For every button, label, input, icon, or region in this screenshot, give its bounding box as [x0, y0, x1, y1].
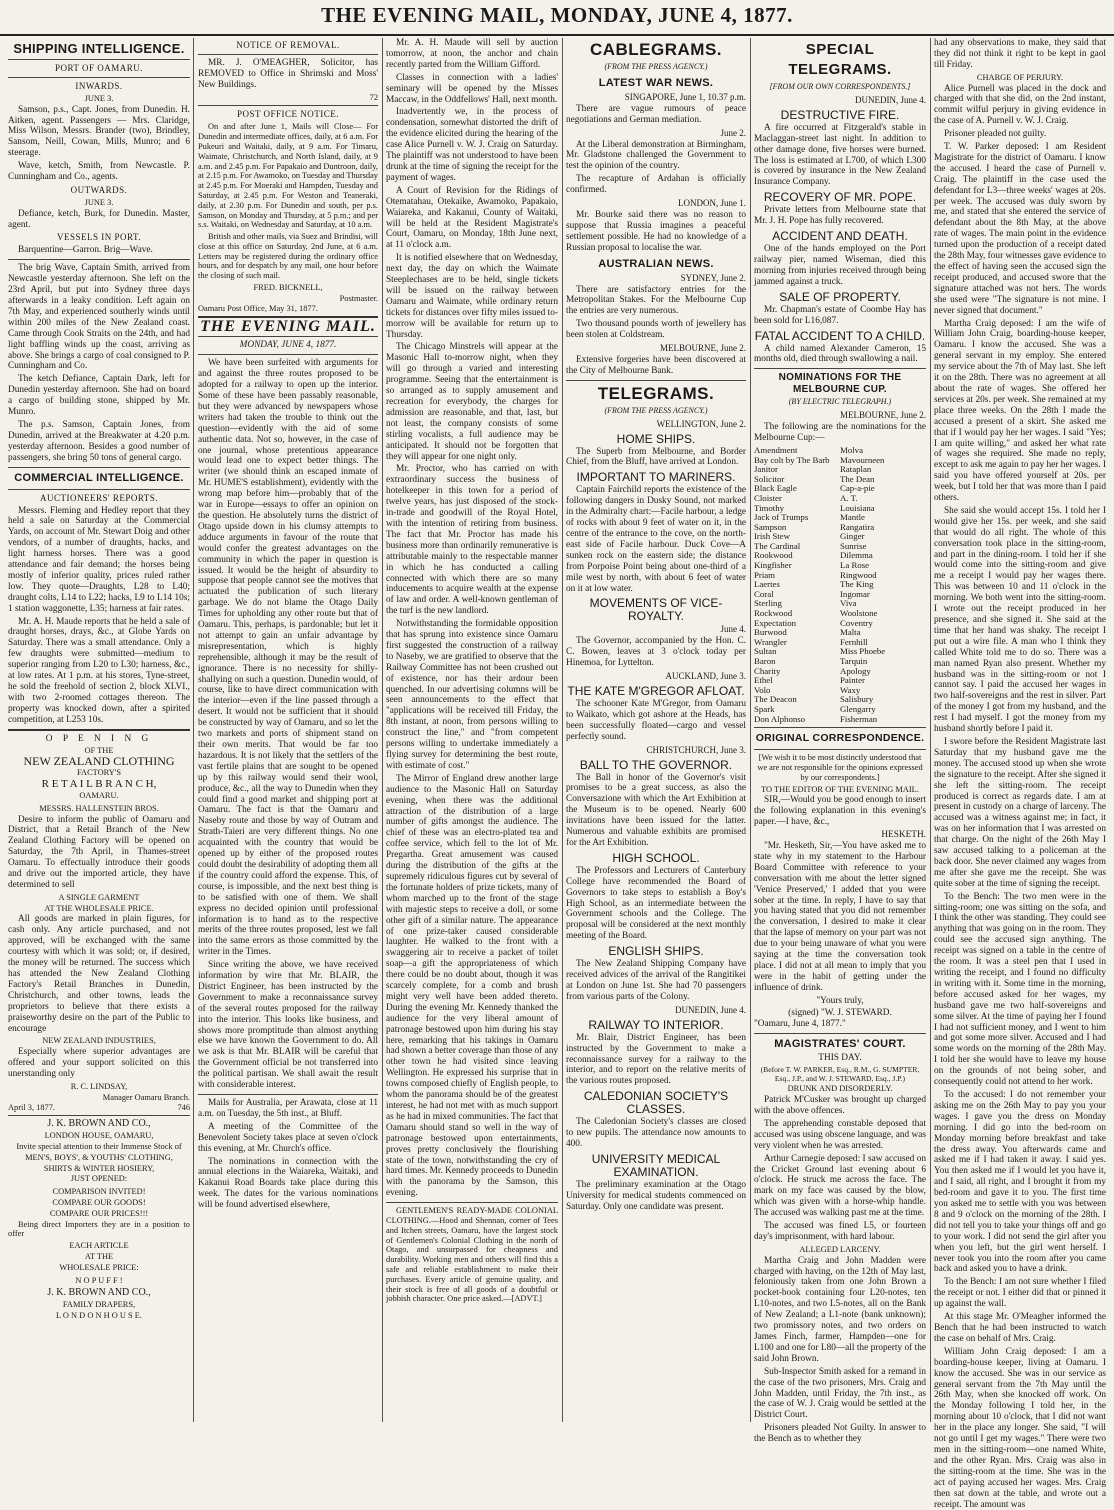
article-paragraph: A fire occurred at Fitzgerald's stable in Maclaggan-street last night. In addition to other damage done, five horses were burned. The loss is estimated at L700, of which L300 is covered by insurance in the New Zealand Insurance Company.	[754, 122, 926, 188]
article-paragraph: Mr. Proctor, who has carried on with extraordinary success the business of hotelkeeper in this town for a period of twelve years, has just disposed of the stock-in-trade and goodwill of the Royal Hotel, with the intention of retiring from business. The fact that Mr. Proctor has made his business more than ordinarily remunerative is attributable mainly to the respectable manner in which he has conducted a calling connected with which there are so many inducements to acquire wealth at the expense of law and order. A well-known gentleman of the turf is the new landlord.	[386, 464, 558, 617]
letter-paragraph: "Mr. Hesketh, Sir,—You have asked me to state why in my statement to the Harbour Board Committee with reference to your conversation with me about the letter signed 'Venice Preserved,' I added that you were sober at the time. In reply, I have to say that you having stated that you did not remember the conversation, I desired to make it clear that the lapse of memory on your part was not due to your being unaware of what you were saying at the time the conversation took place. I did not at all mean to imply that you were in the habit of getting under the influence of drink.	[754, 840, 926, 993]
this-day: THIS DAY.	[818, 1053, 862, 1064]
column-3	[386, 38, 558, 1422]
ad-opening: O P E N I N G	[45, 733, 153, 744]
editorial-paragraph: We have been surfeited with arguments for and against the three routes proposed to be adopted for a railway to open up the interior. Some of these have been passably reasonable, but they were advanced by newspapers whose writers had taken the trouble to think out the question—evidently with the aid of some authentic data. Not so, however, in the case of one journal, whose pretentious appearance would lead one to expect better things. The writer (we should think an escaped inmate of Mr. HUME'S establishment), evidently with the wrong map before him—probably that of the war in Europe—essays to offer an opinion on the question. He absolutely turns the district of Otago upside down in his clumsy attempts to adduce arguments in favour of the route that would confer the greatest advantages on the community in which the paper in question is issued. It would be the height of absurdity to suppose that people cannot see the motives that actuated the publication of such literary garbage. We do not blame the Otago Daily Times for upholding any other route but that of Oamaru. This, perhaps, is pardonable; but let it not attempt to gain an unfair advantage by misrepresentation, which is highly reprehensible, although it may be the result of ignorance. There is no necessity for shilly-shallying on such a question. Dunedin would, of course, like to have direct communication with the interior—even if the line passed through a desert. It would not be sufficient that it should be constructed by way of Oamaru, and so let the two markets and ports of shipment stand on their own merits. That would be far too hazardous. It is not likely that the settlers of the vast fertile plains that are sought to be opened up by this railway would send their wool, produce, &c., all the way to Dunedin when they could find a good market and shipping port at Oamaru. The fact is that the Oamaru and Naseby route and those by way of Outram and Strath-Taieri are very different things. No one acquainted with the country that would be opened up by either of the proposed routes could doubt the desirability of adopting them all if the country could afford the expense. This, of course, is impossible, and the next best thing is to be satisfied with one of them. We shall express no decided opinion until professional information is to hand as to the respective merits of the three routes proposed, lest we fall into the same errors as those committed by the writer in the Times.	[198, 358, 378, 958]
ad-footer	[8, 1103, 190, 1113]
article-paragraph: Messrs. Fleming and Hedley report that they held a sale on Saturday at the Commercial Yards, on account of Mr. Stewart Doig and other vendors, of a number of draughts, hacks, and light harness horses. There was a good attendance and fair demand; the horses being mostly of inferior quality, prices ruled rather low. They quote—Draughts, L28 to L40; draught colts, L14 to L22; hacks, L9 to L14 10s; 1 station waggonette, L35; harness at fair rates.	[8, 505, 190, 614]
nominations-heading: NOMINATIONS FOR THE MELBOURNE CUP.	[778, 372, 902, 396]
to-editor: TO THE EDITOR OF THE EVENING MAIL.	[761, 784, 919, 794]
masthead: THE EVENING MAIL, MONDAY, JUNE 4, 1877.	[0, 0, 1114, 36]
nomination-entry: Ginger	[840, 531, 865, 542]
ad-text: N O P U F F !	[75, 1275, 123, 1285]
nomination-entry: Sterling	[754, 598, 782, 609]
nomination-entry: Rookwood	[754, 550, 793, 561]
railway-heading: RAILWAY TO INTERIOR.	[588, 1017, 724, 1032]
nomination-entry: Janitor	[754, 464, 778, 475]
nomination-entry: Irish Stew	[754, 531, 790, 542]
nomination-entry: The Dean	[840, 473, 875, 484]
removal-heading: NOTICE OF REMOVAL.	[236, 40, 340, 50]
editorial-paragraph: Since writing the above, we have received information by wire that Mr. BLAIR, the District Engineer, has been instructed by the Government to make a reconnaissance survey of the several routes proposed for the railway into the interior. This looks like business, and shows more promptitude than almost anything else we have known the Government to do. All we ask is that Mr. BLAIR will be careful that the Government official be not transferred into the political partisan. We shall await the result with considerable interest.	[198, 960, 378, 1091]
ad-text: COMPARE OUR GOODS!	[52, 1198, 146, 1208]
nomination-entry: Timothy	[754, 502, 784, 513]
paper-title: THE EVENING MAIL.	[200, 318, 376, 336]
article-paragraph: The Professors and Lecturers of Canterbury College have recommended the Board of Governors to take steps to establish a Boy's High School, as an intermediate between the Government schools and the College. The proposal will be considered at the next monthly meeting of the Board.	[566, 865, 746, 942]
column-rule	[382, 38, 383, 1422]
article-paragraph: The recapture of Ardahan is officially confirmed.	[566, 174, 746, 196]
article-paragraph: At the Liberal demonstration at Birmingham, Mr. Gladstone challenged the Government to test the opinion of the country.	[566, 139, 746, 172]
nominations-left	[754, 446, 840, 724]
signature: FRED. BICKNELL,	[253, 283, 323, 293]
ad-text: FACTORY'S	[76, 768, 122, 778]
article-paragraph: The ketch Defiance, Captain Dark, left for Dunedin yesterday afternoon. She had on board a cargo of building stone, shipped by Mr. Munro.	[8, 374, 190, 418]
subheading: [FROM OUR OWN CORRESPONDENTS.]	[769, 82, 911, 91]
column-1	[8, 38, 190, 1422]
vice-royalty-heading: MOVEMENTS OF VICE-ROYALTY.	[589, 596, 723, 624]
dateline: WELLINGTON, June 2.	[656, 418, 746, 429]
article-paragraph: At this stage Mr. O'Meagher informed the Bench that he had been instructed to watch the case on behalf of Mrs. Craig.	[934, 1312, 1106, 1344]
nomination-entry: Jack of Trumps	[754, 512, 809, 523]
property-heading: SALE OF PROPERTY.	[779, 289, 901, 304]
nomination-entry: Mavourneen	[840, 454, 885, 465]
case-heading: DRUNK AND DISORDERLY.	[787, 1084, 893, 1094]
article-paragraph: A Court of Revision for the Ridings of Otematahau, Otekaike, Awamoko, Papakaio, Waiareka, and Kakanui, County of Waitaki, will be held at the Resident Magistrate's Court, Oamaru, on Monday, 18th June next, at 11 o'clock a.m.	[386, 185, 558, 251]
article-paragraph: Mr. A. H. Maude reports that he held a sale of draught horses, drays, &c., at Globe Yards on Saturday. There was a small attendance. Only a few draughts were submitted—medium to superior ranging from L20 to L30; harness, &c., at low rates. At 1 p.m. at his stores, Tyne-street, he sold the freehold of section 2, block XLVI., with two 2-roomed cottages thereon. The property was knocked down, after a spirited competition, at L253 10s.	[8, 616, 190, 725]
nomination-entry: Louisiana	[840, 502, 875, 513]
cablegrams-heading: CABLEGRAMS.	[589, 40, 723, 59]
article-paragraph: The New Zealand Shipping Company have received advices of the arrival of the Rangitikei at London on June 1st. She had 70 passengers from various parts of the Colony.	[566, 959, 746, 1002]
dateline: June 4.	[720, 624, 746, 635]
case-heading: ALLEGED LARCENY.	[799, 1244, 881, 1254]
nomination-entry: Dilemma	[840, 550, 873, 561]
dateline: AUCKLAND, June 3.	[665, 671, 746, 682]
ad-text: FAMILY DRAPERS,	[62, 1300, 136, 1310]
port-heading: PORT OF OAMARU.	[54, 63, 144, 73]
magistrates-heading: MAGISTRATES' COURT.	[774, 1038, 906, 1051]
nomination-entry: Mantle	[840, 512, 865, 523]
removal-text: MR. J. O'MEAGHER, Solicitor, has REMOVED to Office in Shrimski and Moss' New Buildings.	[198, 57, 378, 90]
nomination-entry: Malta	[840, 627, 861, 638]
nomination-entry: Don Alphonso	[754, 713, 806, 724]
nomination-entry: Painter	[840, 675, 865, 686]
nomination-entry: Sunrise	[840, 540, 867, 551]
ad-paragraph: Desire to inform the public of Oamaru and District, that a Retail Branch of the New Zealand Clothing Factory will be opened on Saturday, the 7th April, in Thames-street Oamaru. To effectually introduce their goods and drive out the imported article, they have determined to sell	[8, 814, 190, 890]
column-rule	[930, 38, 931, 1422]
ad-paragraph: Especially where superior advantages are offered and your support solicited on this unerstanding only	[8, 1047, 190, 1080]
fire-heading: DESTRUCTIVE FIRE.	[780, 107, 900, 122]
ad-signature: R. C. LINDSAY,	[70, 1081, 128, 1091]
article-paragraph: Prisoner pleaded not guilty.	[944, 129, 1047, 140]
article-paragraph: Defiance, ketch, Burk, for Dunedin. Master, agent.	[8, 208, 190, 230]
po-date: Oamaru Post Office, May 31, 1877.	[198, 303, 318, 313]
nomination-entry: Cloister	[754, 492, 782, 503]
ad-paragraph: All goods are marked in plain figures, for cash only. Any article purchased, and not approved, will be exchanged with the same courtesy with which it was sold; or, if desired, the money will be returned. The success which has attended the New Zealand Clothing Factory's Retail Branches in Dunedin, Christchurch, and other towns, leads the proprietors to believe that there exists a praiseworthy desire on the part of the Public to encourage	[8, 914, 190, 1034]
ad-hallenstein: MESSRS. HALLENSTEIN BROS.	[39, 803, 159, 813]
ad-wholesale: AT THE WHOLESALE PRICE.	[44, 903, 154, 913]
nomination-entry: Waxy	[840, 684, 861, 695]
article-paragraph: Mr. Bourke said there was no reason to suppose that Russia imagines a peaceful settlement possible. He had no knowledge of a Russian proposal to localise the war.	[566, 209, 746, 253]
article-paragraph: The Mirror of England drew another large audience to the Masonic Hall on Saturday evening, when there was the additional attraction of the distribution of a large number of gifts amongst the audience. The chief of these was an electro-plated tea and coffee service, which fell to the lot of Mr. Pregartha. Great amusement was caused during the distribution of the gifts at the supremely ridiculous figures cut by several of the fortunate holders of prize tickets, many of whom marched up to the front of the stage with majestic steps to receive a doll, or some other gift of a similar nature. The appearance of one prize-taker caused considerable laughter. He walked to the front with a swaggering air to receive a packet of toilet soap—a gift the appropriateness of which there could be no doubt about, though it was scarcely complete, for a comb and brush might very well have been added thereto. During the evening Mr. Kennedy thanked the audience for the very liberal amount of patronage bestowed upon him during his stay here, remarking that his takings in Oamaru had shown a better coverage than those of any other town he had visited since leaving Wellington. He expressed his surprise that in towns composed chiefly of English people, to whom the panorama should be of the greatest interest, he had not met with as much support as he had in mixed communities. The fact that Oamaru should stand so well in the way of patronage bestowed upon entertainments, proves pretty conclusively the flourishing state of the town, notwithstanding the cry of hard times. Mr. Kennedy proceeds to Dunedin with the panorama by the Samson, this evening.	[386, 773, 558, 1199]
article-paragraph: Notwithstanding the formidable opposition that has sprung into existence since Oamaru first suggested the construction of a railway to Naseby, we are gratified to observe that the Railway Committee has not been crushed out of existence, nor has their ardour been quenched. In our advertising columns will be seen announcements to the effect that "applications will be received till Friday, the 8th instant, at noon, from persons willing to construct the line," and "from competent persons willing to undertake immediately a flying survey for determining the best route, with estimate of cost."	[386, 619, 558, 771]
article-paragraph: To the accused: I do not remember your asking me on the 26th May to pay you your wages. I gave you the dress on Monday morning. I did go into the bed-room on Monday morning before breakfast and take the dress away. You afterwards came and asked me if I had taken it away. I said yes. You then asked me if I would let you have it, and I said, all right, and I brought it from my bed-room and gave it to you. The first time you asked me to settle with you was between 8 and 9 o'clock on the morning of the 28th. I did not tell you to take your things off and go to your work. I did not send the girl after you when you left, but the girl went herself. I never took you into the room after you came back and asked you to have a drink.	[934, 1089, 1106, 1275]
kate-heading: THE KATE M'GREGOR AFLOAT.	[567, 683, 745, 698]
article-paragraph: The Governor, accompanied by the Hon. C. C. Bowen, leaves at 3 o'clock today per Hinemoa, for Lyttelton.	[566, 636, 746, 669]
ad-text: WHOLESALE PRICE:	[59, 1262, 139, 1272]
article-paragraph: Mails for Australia, per Arawata, close at 11 a.m. on Tuesday, the 5th inst., at Bluff.	[198, 1098, 378, 1119]
article-paragraph: The brig Wave, Captain Smith, arrived from Newcastle yesterday afternoon. She left on the 23rd April, but put into Sydney three days afterwards in a leaky condition. Left again on 7th May, and experienced southerly winds until within 200 miles of the New Zealand coast. Came through Cook Straits on the 24th, and had light baffling winds up the coast, arriving as above. She brings a cargo of coal consigned to P. Cunningham and Co.	[8, 263, 190, 372]
special-telegrams-heading: SPECIAL TELEGRAMS.	[788, 41, 892, 78]
ad-text: OAMARU.	[79, 790, 119, 800]
nomination-entry: Glengarry	[840, 703, 876, 714]
article-paragraph: I swore before the Resident Magistrate last Saturday that my husband gave me the money. The accused stood up when she wrote the signature to the receipt. After she signed it she left the sitting-room. The receipt produced is correct as regards date. I am at present in custody on a charge of larceny. The accused was a witness against me; in fact, it was on her information that I was arrested on that charge. On the night of the 26th May I saw accused talking to a policeman at the back door. She never claimed any wages from me after she gave me the receipt. She was quite sober at the time of signing the receipt.	[934, 736, 1106, 889]
nomination-entry: Black Eagle	[754, 483, 797, 494]
nomination-entry: Volo	[754, 684, 771, 695]
ad-single-garment: A SINGLE GARMENT	[58, 892, 140, 902]
subheading: (FROM THE PRESS AGENCY.)	[604, 62, 708, 71]
ad-brown-title: J. K. BROWN AND CO.,	[47, 1118, 151, 1130]
article-paragraph: She said she would accept 15s. I told her I would give her 15s. per week, and she said that would do all right. The whole of this conversation took place in the sitting-room, and part in the dining-room. I told her if she would come into the sitting-room and give me a receipt I would pay her wages there. This was between 10 and 11 o'clock in the morning. We both went into the sitting-room. I wrote out the receipt produced in her presence, and she signed it. She said at the time that her hand was shaky. The receipt I put out a wire file. A man who I think they called White told me to do so. There was a man named Ryan also present. Whether my husband was in the sitting-room or not I cannot say. I paid the accused her wages in two half-sovereigns and the rest in silver. Part of the money I got from my husband, and the rest I had myself. I got the money from my husband shortly before I paid it.	[934, 505, 1106, 735]
university-heading: UNIVERSITY MEDICAL EXAMINATION.	[591, 1151, 721, 1179]
column-6	[934, 38, 1106, 1510]
ad-signature-title: Manager Oamaru Branch.	[102, 1092, 190, 1102]
ad-number: 72	[369, 92, 378, 102]
article-paragraph: Inadvertently we, in the process of condensation, somewhat distorted the drift of the evidence elicited during the hearing of the case Alice Purnell v. W. J. Craig on Saturday. The plaintiff was not understood to have been drunk at the time of signing the receipt for the payment of wages.	[386, 107, 558, 183]
article-paragraph: had any observations to make, they said that they did not think it right to be kept in gaol till Friday.	[934, 38, 1106, 70]
ad-text: OF THE	[84, 745, 114, 755]
article-paragraph: To the Bench: The two men were in the sitting-room; one was sitting on the sofa, and I think the other was standing. They could see anything that was going on in the room. They could see the accused sign anything. The receipt was signed on a table in the centre of the room. It was a steel pen that I used in writing the receipt, and I found no difficulty in writing with it. Some time in the morning, before accused asked for her wages, my husband gave me two half-sovereigns and some silver. At the time of paying her I found I had not sufficient money, and I went to him and got some more silver. Accused and I had some words on the morning of the 28th May. I told her she would have to leave my house on the grounds of not being sober, and consequently could not attend to her work.	[934, 891, 1106, 1088]
ad-text: COMPARISON INVITED!	[52, 1187, 146, 1197]
ad-text: JUST OPENED:	[70, 1174, 128, 1184]
ad-text: EACH ARTICLE	[69, 1241, 129, 1251]
dateline: DUNEDIN, June 4.	[855, 94, 926, 105]
nomination-entry: Bay colt by The Barb	[754, 454, 830, 465]
nomination-entry: Tarquin	[840, 656, 868, 666]
ad-date: April 3, 1877.	[8, 1102, 55, 1112]
nomination-entry: Ethel	[754, 675, 773, 686]
article-paragraph: William John Craig deposed: I am a boarding-house keeper, living at Oamaru. I know the accused. She was in our service as general servant from the 7th May until the 26th May, when she knocked off work. On the Monday following I told her, in the morning about 10 o'clock, that I did not want her in the place any longer. She said, "I will not go until I get my wages." There were two men in the sitting-room—one named White, and the other Ryan. Mrs. Craig was also in the sitting-room at the time. She was in the act of paying accused her wages. Mrs. Craig then sat down at the table, and wrote out a receipt. The amount was	[934, 1346, 1106, 1510]
article-paragraph: Mr. A. H. Maude will sell by auction tomorrow, at noon, the anchor and chain recently parted from the William Gifford.	[386, 38, 558, 70]
column-rule	[562, 38, 563, 1422]
ad-text: LONDON HOUSE, OAMARU,	[44, 1131, 154, 1141]
article-paragraph: Alice Purnell was placed in the dock and charged with that she did, on the 2nd instant, commit wilful perjury in giving evidence in the case of A. Purnell v. W. J. Craig.	[934, 83, 1106, 127]
nomination-entry: Molva	[840, 444, 863, 455]
shipping-heading: SHIPPING INTELLIGENCE.	[13, 41, 185, 56]
article-paragraph: Wave, ketch, Smith, from Newcastle. P. Cunningham and Co., agents.	[8, 161, 190, 183]
letter-signature: HESKETH.	[881, 830, 926, 841]
ad-paragraph: Being direct Importers they are in a position to offer	[8, 1219, 190, 1239]
letter-signature: (signed) "W. J. STEWARD.	[788, 1007, 892, 1018]
post-office-text: On and after June 1, Mails will Close— For Dunedin and intermediate offices, daily, at 6 a.m. For Pukeuri and Waitaki, daily, at 9 a.m. For Timaru, Waimate, Christchurch, and North Island, daily, at 9 a.m. and 2.45 p.m. For Papakaio and Duntroon, daily, at 2.15 p.m. For Awamoko, on Tuesday and Thursday at 2.45 p.m. For Moeraki and Hampden, Tuesday and Saturday, at 2.45 p.m. For Weston and Teaneraki, daily, at 2.30 p.m. For Dunedin and south, per p.s. Samson, on Monday and Thursday, at 5 p.m.; and per s.s. Waitaki, on Wednesday and Saturday, at 10 a.m.	[198, 122, 378, 230]
nomination-entry: Fisherman	[840, 713, 878, 724]
article-paragraph: Two thousand pounds worth of jewellery has been stolen at Coldstream.	[566, 319, 746, 341]
nominations-list	[754, 446, 926, 724]
home-ships-heading: HOME SHIPS.	[616, 431, 696, 446]
dateline: MELBOURNE, June 2.	[660, 343, 746, 354]
nomination-entry: Miss Phoebe	[840, 646, 886, 657]
article-paragraph: Patrick M'Cusker was brought up charged with the above offences.	[754, 1095, 926, 1116]
article-paragraph: The apprehending constable deposed that accused was using obscene language, and was very violent when he was arrested.	[754, 1118, 926, 1151]
correspondence-heading: ORIGINAL CORRESPONDENCE.	[755, 732, 925, 745]
letter-date: "Oamaru, June 4, 1877."	[754, 1019, 846, 1030]
nomination-entry: Kingfisher	[754, 560, 792, 571]
paper-date: MONDAY, JUNE 4, 1877.	[239, 340, 337, 351]
nomination-entry: Rangatira	[840, 521, 875, 532]
telegrams-heading: TELEGRAMS.	[597, 383, 715, 403]
post-office-heading: POST OFFICE NOTICE.	[236, 109, 340, 120]
article-paragraph: Prisoners pleaded Not Guilty. In answer to the Bench as to whether they	[754, 1423, 926, 1445]
article-paragraph: The Caledonian Society's classes are closed to new pupils. The attendance now amounts to 400.	[566, 1117, 746, 1150]
english-ships-heading: ENGLISH SHIPS.	[608, 944, 704, 959]
article-paragraph: Arthur Carnegie deposed: I saw accused on the Cricket Ground last evening about 6 o'clock. He struck me across the face. The mark on my face was caused by the blow, which was given with a horse-whip handle. The accused was walking past me at the time.	[754, 1153, 926, 1219]
ad-text: SHIRTS & WINTER HOSIERY,	[43, 1163, 155, 1173]
article-paragraph: There are satisfactory entries for the Metropolitan Stakes. For the Melbourne Cup the entries are very numerous.	[566, 284, 746, 317]
nomination-entry: Coventry	[840, 617, 873, 628]
article-paragraph: It is notified elsewhere that on Wednesday, next day, the day on which the Waimate Steeplechases are to be held, single tickets will be issued on the railway between Oamaru and Waimate, while ordinary return tickets for distances over fifty miles issued to-morrow will be available for return up to Thursday.	[386, 253, 558, 340]
dateline: SINGAPORE, June 1, 10.37 p.m.	[624, 91, 746, 102]
nomination-entry: Burwood	[754, 627, 787, 638]
nomination-entry: Sampson	[754, 521, 787, 532]
high-school-heading: HIGH SCHOOL.	[612, 850, 700, 865]
nomination-entry: Fernhill	[840, 636, 868, 647]
article-paragraph: Mr. Chapman's estate of Coombe Hay has been sold for L16,087.	[754, 304, 926, 326]
outwards-heading: OUTWARDS.	[70, 184, 128, 195]
column-5	[754, 38, 926, 1445]
auctioneers-heading: AUCTIONEERS' REPORTS.	[39, 492, 159, 503]
nomination-entry: Charity	[754, 665, 781, 676]
article-paragraph: T. W. Parker deposed: I am Resident Magistrate for the district of Oamaru. I know the accused. I heard the case of Purnell v. Craig. The plaintiff in the case used the defendant for L3—three weeks' wages at 20s. per week. The accused was duly sworn by me, and stated that she entered the service of defendant about the 8th May, at the above rate of wages. The main point in the evidence turned upon the production of a receipt dated the 28th May, four witnesses gave evidence to the effect of having seen the accused sign the receipt produced, and accused swore that the signature attached was not hers. The words she used were "The signature is not mine. I never signed that document."	[934, 142, 1106, 316]
post-office-text: British and other mails, via Suez and Brindisi, will close at this office on Saturday, 2nd June, at 6 a.m. Letters may be registered during the ordinary office hours, and for despatch by any mail, one hour before the closing of such mail.	[198, 232, 378, 281]
war-news-heading: LATEST WAR NEWS.	[598, 76, 714, 89]
ad-brown-title: J. K. BROWN AND CO.,	[47, 1287, 151, 1299]
dateline: JUNE 3.	[84, 197, 114, 207]
ad-text: AT THE	[84, 1252, 114, 1262]
dateline: June 2.	[720, 127, 746, 138]
pope-heading: RECOVERY OF MR. POPE.	[763, 190, 917, 205]
ad-text: L O N D O N H O U S E.	[56, 1311, 142, 1321]
nominations-right	[840, 446, 926, 724]
article-paragraph: Barquentine—Garron. Brig—Wave.	[18, 245, 153, 256]
article-paragraph: The p.s. Samson, Captain Jones, from Dunedin, arrived at the Breakwater at 4.20 p.m. yesterday afternoon. Besides a good number of passengers, she bring 50 tons of general cargo.	[8, 419, 190, 463]
nomination-entry: Spark	[754, 703, 775, 714]
article-paragraph: There are vague rumours of peace negotiations and German mediation.	[566, 103, 746, 125]
nomination-entry: Wrangler	[754, 636, 787, 647]
nomination-entry: The Deacon	[754, 694, 797, 705]
letter-closing: "Yours truly,	[816, 995, 864, 1006]
mariners-heading: IMPORTANT TO MARINERS.	[576, 470, 736, 485]
nomination-entry: Ringwood	[840, 569, 877, 580]
column-rule	[750, 38, 751, 1422]
nomination-entry: The King	[840, 579, 874, 590]
ad-text: MEN'S, BOYS', & YOUTHS' CLOTHING,	[25, 1152, 173, 1162]
article-paragraph: A meeting of the Committee of the Benevolent Society takes place at seven o'clock this evening, at Mr. Church's office.	[198, 1121, 378, 1154]
ad-retail-branch: R E T A I L B R A N C H,	[41, 778, 157, 791]
column-4	[566, 38, 746, 1422]
ball-heading: BALL TO THE GOVERNOR.	[579, 757, 733, 772]
nomination-entry: Baron	[754, 656, 776, 666]
article-paragraph: The Chicago Minstrels will appear at the Masonic Hall to-morrow night, when they will go through a varied and interesting programme. Seeing that the entertainment is so arranged as to supply amusement and recreation for everybody, the charges for admission are reasonable, and that, last, but not least, the company consists of some stirling vocalists, a full audience may be anticipated. It should not be forgotten that they will appear for one night only.	[386, 342, 558, 462]
article-paragraph: One of the hands employed on the Port railway pier, named Wiseman, died this morning from injuries received through being jammed against a truck.	[754, 244, 926, 287]
caledonian-heading: CALEDONIAN SOCIETY'S CLASSES.	[583, 1089, 729, 1117]
article-paragraph: A child named Alexander Cameron, 15 months old, died through swallowing a nail.	[754, 343, 926, 365]
case-heading: CHARGE OF PERJURY.	[976, 72, 1064, 82]
article-paragraph: The Superb from Melbourne, and Border Chief, from the Bluff, have arrived at London.	[566, 446, 746, 468]
signature-title: Postmaster.	[339, 293, 378, 303]
article-paragraph: The schooner Kate M'Gregor, from Oamaru to Waikato, which got ashore at the Heads, has been successfully floated—cargo and vessel perfectly sound.	[566, 698, 746, 742]
column-rule	[193, 38, 194, 1422]
nomination-entry: Apology	[840, 665, 871, 676]
subheading: (FROM THE PRESS AGENCY.)	[604, 405, 708, 415]
correspondence-note: [We wish it to be most distinctly understood that we are not responsible for the opinions expressed by our correspondents.]	[757, 753, 923, 782]
article-paragraph: Extensive forgeries have been discovered at the City of Melbourne Bank.	[566, 354, 746, 376]
article-paragraph: The preliminary examination at the Otago University for medical students commenced on Saturday. Only one candidate was present.	[566, 1179, 746, 1212]
nomination-entry: Rockwood	[754, 608, 793, 619]
article-paragraph: Classes in connection with a ladies' seminary will be opened by the Misses Maccaw, in the Oddfellows' Hall, next month.	[386, 72, 558, 105]
ad-nz-industries: NEW ZEALAND INDUSTRIES,	[42, 1036, 156, 1046]
accident-heading: ACCIDENT AND DEATH.	[772, 229, 908, 244]
ad-number: 746	[177, 1102, 190, 1112]
fatal-heading: FATAL ACCIDENT TO A CHILD.	[754, 328, 926, 343]
ad-nz-clothing: NEW ZEALAND CLOTHING	[23, 754, 175, 769]
column-2	[198, 38, 378, 1422]
article-paragraph: Sub-Inspector Smith asked for a remand in the case of the two prisoners, Mrs. Craig and John Madden, until Friday, the 7th inst., as the case of W. J. Craig would be settled at the District Court.	[754, 1366, 926, 1421]
dateline: LONDON, June 1.	[678, 198, 746, 209]
inwards-heading: INWARDS.	[75, 80, 123, 91]
dateline: CHRISTCHURCH, June 3.	[646, 744, 746, 755]
article-paragraph: To the Bench: I am not sure whether I filed the receipt or not. I either did that or pinned it up against the wall.	[934, 1277, 1106, 1310]
article-paragraph: Samson, p.s., Capt. Jones, from Dunedin. H. Aitken, agent. Passengers — Mrs. Claridge, Miss Wilson, Messrs. Brander (two), Brindley, Sansom, Neill, Cowan, Mills, Munro; and 6 steerage.	[8, 104, 190, 159]
nomination-entry: Coral	[754, 588, 774, 599]
nomination-entry: Woolstone	[840, 608, 878, 619]
article-paragraph: Mr. Blair, District Engineer, has been instructed by the Government to make a reconnaissance survey for a railway to the interior, and to report on the relative merits of the various routes proposed.	[566, 1032, 746, 1087]
article-paragraph: Private letters from Melbourne state that Mr. J. H. Pope has fully recovered.	[754, 205, 926, 227]
article-paragraph: Captain Fairchild reports the existence of the following dangers in Dusky Sound, not marked in the Admiralty chart:—Facile harbour, a ledge of rocks with about 9 feet of water on it, in the centre of the entrance to the cove, on the north-east side of Facile harbour. Duck Cove—A sunken rock on the eastern side; the distance from Porpoise Point being about one-third of a mile west by north, with about 6 feet of water on it at low water.	[566, 485, 746, 594]
advertisement-paragraph: GENTLEMEN'S READY-MADE COLONIAL CLOTHING.—Hood and Shennan, corner of Tees and Itchen streets, Oamaru, have the largest stock of Gentlemen's Colonial Clothing in the north of Otago, and unsurpassed for cheapness and durability. Working men and others will find this a safe and reliable establishment to make their purchases. Every article of genuine quality, and their stock is free of all goods of a doubtful or jobbish character. One price asked.—[ADVT.]	[386, 1206, 558, 1304]
article-paragraph: The Ball in honor of the Governor's visit promises to be a great success, as also the Conversazione with which the Art Exhibition at the Museum is to be opened. Nearly 600 invitations have been issued for the latter. Numerous and valuable exhibits are promised for the Art Exhibition.	[566, 772, 746, 848]
commercial-heading: COMMERCIAL INTELLIGENCE.	[14, 471, 184, 484]
article-paragraph: The accused was fined L5, or fourteen day's imprisonment, with hard labour.	[754, 1221, 926, 1242]
australian-heading: AUSTRALIAN NEWS.	[598, 257, 714, 270]
article-paragraph: Martha Craig and John Madden were charged with having, on the 12th of May last, feloniously taken from one John Brown a pocket-book containing four L20-notes, ten L10-notes, and two L5-notes, all on the Bank of New Zealand; a L1-note (bank unknown); two promissory notes, and two orders on James Finch, farmer, Hampden—one for L100 and one for L80—all the property of the said John Brown.	[754, 1255, 926, 1364]
article-paragraph: The following are the nominations for the Melbourne Cup:—	[754, 422, 926, 444]
subheading: (BY ELECTRIC TELEGRAPH.)	[788, 397, 892, 407]
nomination-entry: Cap-a-pie	[840, 483, 875, 494]
article-paragraph: The nominations in connection with the annual elections in the Waiareka, Waitaki, and Kakanui Road Boards take place during this week. The dates for the various nominations will be found advertised elsewhere,	[198, 1156, 378, 1211]
nomination-entry: A. T.	[840, 492, 858, 503]
vessels-heading: VESSELS IN PORT.	[56, 232, 142, 243]
dateline: MELBOURNE, June 2.	[840, 410, 926, 421]
letter-paragraph: SIR,—Would you be good enough to insert the following explanation in this evening's paper.—I have, &c.,	[754, 795, 926, 828]
nomination-entry: Solicitor	[754, 473, 785, 484]
nomination-entry: Laertes	[754, 579, 780, 590]
nomination-entry: La Rose	[840, 560, 870, 571]
nomination-entry: The Cardinal	[754, 540, 801, 551]
bench-members: (Before T. W. PARKER, Esq., R.M., G. SUMPTER, Esq., J.P., and W. J. STEWARD, Esq., J.P.)	[760, 1065, 920, 1084]
nomination-entry: Amendment	[754, 444, 798, 455]
nomination-entry: Sultan	[754, 646, 777, 657]
dateline: JUNE 3.	[84, 93, 114, 103]
nomination-entry: Viva	[840, 598, 857, 609]
nomination-entry: Rataplan	[840, 464, 872, 475]
ad-text: Invite special attention to their Immense Stock of	[16, 1142, 182, 1152]
nomination-entry: Salisbury	[840, 694, 874, 705]
nomination-entry: Ingomar	[840, 588, 870, 599]
dateline: DUNEDIN, June 4.	[675, 1004, 746, 1015]
nomination-entry: Expectation	[754, 617, 797, 628]
nomination-entry: Priam	[754, 569, 776, 580]
dateline: SYDNEY, June 2.	[680, 272, 746, 283]
ad-text: COMPARE OUR PRICES!!!	[49, 1208, 149, 1218]
article-paragraph: Martha Craig deposed: I am the wife of William John Craig, boarding-house keeper, Oamaru. I know the accused. She was a general servant in my employ. She entered my service about the 7th of May last. She left it on the 28th. There was no agreement at all about the rate of wages. She offered her services at 20s. per week. She remained at my place three weeks. On the 28th I made the accused a present of a skirt. She asked me that if I would pay her her wages. I said "Yes; I am quite willing," and asked her what rate of wages she required. She made no reply, except to ask me again to pay her her wages. I said you have offered yourself at 20s. per week, but I told her that was more than I paid others.	[934, 318, 1106, 504]
